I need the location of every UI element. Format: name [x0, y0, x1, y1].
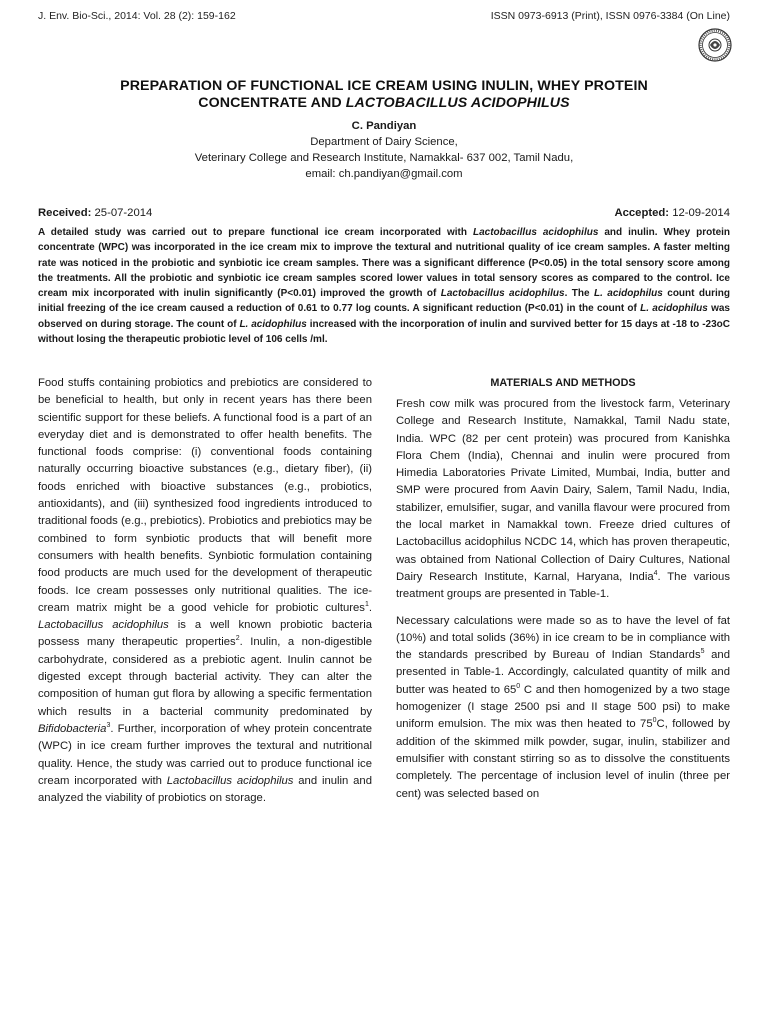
methods-text: Fresh cow milk was procured from the livestock farm, Veterinary College and Research Institute, Namakkal, Tamil Nadu state, India. WPC (82 per cent protein) was procured from Kanishka Flora Chem (India), Chennai and inulin were procured from Himedia Laboratories Private Limited, Mumbai, India, butter and SMP were procured from Aavin Dairy, Salem, Tamil Nadu, India, stabilizer, emulsifier, sugar, and vanilla flavour were procured from the local market in Namakkal town. Freeze dried cultures of Lactobacillus acidophilus NCDC 14, which has proven therapeutic, was obtained from National Collection of Dairy Cultures, National Dairy Research Institute, Karnal, Haryana, India — [396, 398, 730, 583]
abstract-text: . The — [564, 288, 594, 300]
citation-ref: 3 — [106, 722, 111, 730]
author-affiliation — [40, 118, 728, 182]
methods-text: . The various treatment groups are presented in Table-1. — [396, 570, 730, 601]
intro-text: Food stuffs containing probiotics and prebiotics are considered to be beneficial to health, but only in recent years has there been scientific support for these beliefs. A functional food is a part of an everyday diet and is demonstrated to offer health benefits. The functional foods comprise: (i) conventional foods containing naturally occurring bioactive substances (e.g., dietary fiber), (ii) foods enriched with bioactive substances (e.g., probiotics, antioxidants), and (iii) synthesized food ingredients introduced to traditional foods (e.g., prebiotics). Probiotics and prebiotics may be combined to form synbiotic products that will benefit more consumers with health benefits. Synbiotic formulation containing food products are much used for the development of therapeutic foods. Ice cream possesses only nutritional qualities. The ice-cream matrix might be a good vehicle for probiotic cultures — [38, 377, 372, 614]
article-dates — [38, 207, 730, 219]
citation-ref: 1 — [364, 601, 369, 609]
title-line-2-text: CONCENTRATE AND — [198, 95, 346, 111]
citation-ref: 4 — [653, 570, 658, 578]
received-value: 25-07-2014 — [91, 207, 153, 219]
abstract-text: count during initial freezing of the ice cream caused a reduction of 0.61 to 0.77 log counts. A significant reduction (P<0.01) in the count of — [38, 288, 730, 315]
methods-text: Necessary calculations were made so as to have the level of fat (10%) and total solids (36%) in ice cream to be in compliance with the standards prescribed by Bureau of Indian Standards — [396, 614, 730, 662]
section-heading-methods: MATERIALS AND METHODS — [490, 377, 636, 389]
title-organism-name: LACTOBACILLUS ACIDOPHILUS — [345, 95, 570, 111]
intro-text: and inulin and analyzed the viability of probiotics on storage. — [38, 774, 372, 805]
methods-text: C, followed by addition of the skimmed milk powder, sugar, inulin, stabilizer and emulsifier with constant stirring so as to dissolve the constituents completely. The percentage of inclusion level of inulin (three per cent) was selected based on — [396, 718, 730, 800]
running-header — [38, 10, 730, 22]
intro-organism: Bifidobacteria — [38, 722, 107, 735]
intro-text: . Inulin, a non-digestible carbohydrate, considered as a prebiotic agent. Inulin cannot be digested except through bacterial activity. They can alter the composition of human gut flora by allowing a specific fermentation which results in a bacterial community predominated by — [38, 636, 372, 718]
intro-organism: Lactobacillus acidophilus — [166, 774, 294, 787]
abstract-text: was observed on during storage. The count of — [38, 303, 730, 330]
intro-text: is a well known probiotic bacteria possess many therapeutic properties — [38, 619, 372, 649]
degree-mark: 0 — [652, 717, 657, 725]
intro-text: . Further, incorporation of whey protein concentrate (WPC) in ice cream further improves the textural and nutritional quality. Hence, the study was carried out to produce functional ice cream incorporated with — [38, 722, 372, 787]
society-seal-icon — [698, 28, 732, 62]
abstract — [38, 225, 730, 347]
accepted-value: 12-09-2014 — [669, 207, 730, 219]
abstract-organism: Lactobacillus acidophilus — [472, 227, 599, 238]
methods-paragraph-2 — [396, 613, 730, 803]
issn-numbers: ISSN 0973-6913 (Print), ISSN 0976-3384 (On Line) — [490, 10, 730, 22]
methods-column — [396, 375, 730, 803]
author-institution: Veterinary College and Research Institute, Namakkal- 637 002, Tamil Nadu, — [194, 152, 574, 164]
methods-text: and presented in Table-1. Accordingly, calculated quantity of milk and butter was heated to 65 — [396, 649, 730, 696]
received-label: Received: — [38, 207, 92, 219]
abstract-organism: Lactobacillus acidophilus — [440, 288, 565, 300]
title-line-2 — [40, 95, 728, 112]
abstract-organism: L. acidophilus — [239, 318, 307, 330]
abstract-organism: L. acidophilus — [593, 288, 663, 300]
citation-ref: 5 — [700, 648, 705, 656]
abstract-text: and inulin. Whey protein concentrate (WPC) was incorporated in the ice cream mix to improve the textural and nutritional quality of ice cream samples. A faster melting rate was noticed in the probiotic and synbiotic ice cream samples. There was a significant difference (P<0.05) in the total sensory score among the treatments. All the probiotic and synbiotic ice cream samples scored lower values in total sensory scores as compared to the control. Ice cream mix incorporated with inulin significantly (P<0.01) improved the growth of — [38, 227, 731, 300]
accepted-date — [614, 207, 730, 219]
article-title — [40, 78, 728, 112]
abstract-text: increased with the incorporation of inulin and survived better for 15 days at -18 to -23oC without losing the therapeutic probiotic level of 106 cells /ml. — [38, 318, 730, 346]
methods-text: C and then homogenized by a two stage homogenizer (I stage 2500 psi and II stage 500 psi) to make uniform emulsion. The mix was then heated to 75 — [396, 683, 730, 731]
accepted-label: Accepted: — [614, 207, 670, 219]
abstract-text: A detailed study was carried out to prepare functional ice cream incorporated with — [38, 227, 473, 238]
intro-organism: Lactobacillus acidophilus — [38, 619, 169, 632]
journal-reference: J. Env. Bio-Sci., 2014: Vol. 28 (2): 159-162 — [38, 10, 236, 22]
introduction-paragraph — [38, 375, 372, 807]
received-date — [38, 207, 152, 219]
author-email: email: ch.pandiyan@gmail.com — [305, 168, 463, 180]
intro-text: . — [368, 601, 372, 614]
citation-ref: 2 — [235, 635, 240, 643]
title-line-1: PREPARATION OF FUNCTIONAL ICE CREAM USING INULIN, WHEY PROTEIN — [120, 78, 648, 94]
author-department: Department of Dairy Science, — [310, 136, 458, 148]
degree-mark: 0 — [516, 682, 521, 690]
author-name: C. Pandiyan — [351, 120, 417, 132]
abstract-organism: L. acidophilus — [640, 303, 708, 315]
introduction-column — [38, 375, 372, 807]
methods-paragraph-1 — [396, 396, 730, 604]
